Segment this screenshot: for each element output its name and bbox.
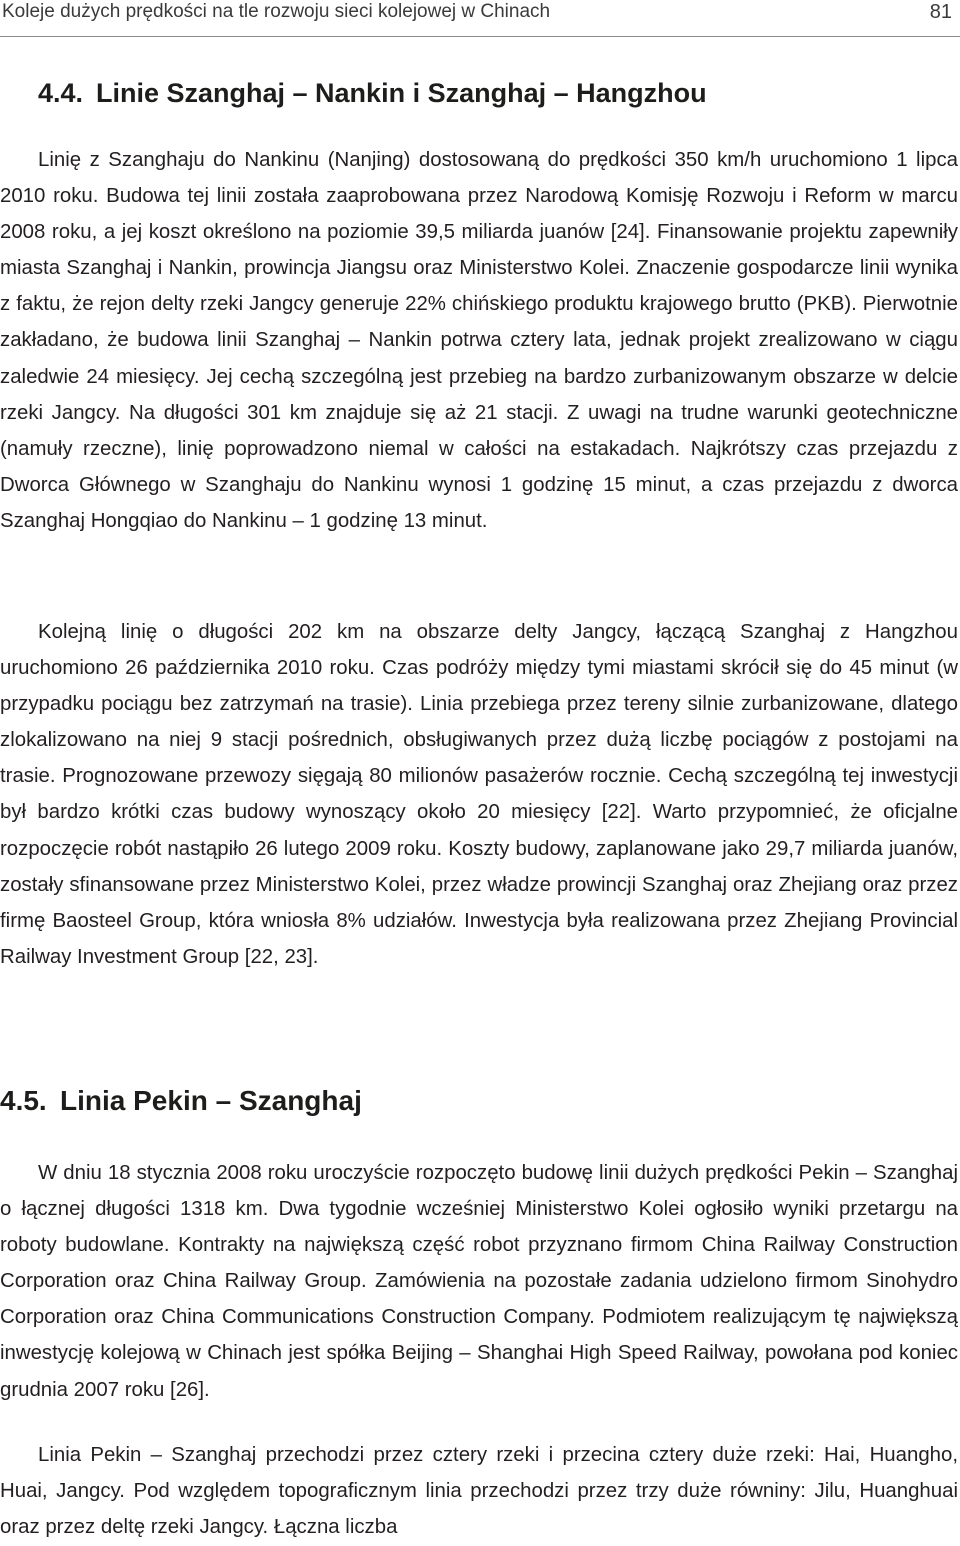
body-paragraph: Linia Pekin – Szanghaj przechodzi przez cztery rzeki i przecina cztery duże rzeki: Hai, Huangho, Huai, Jangcy. Pod względem topograficznym linia przechodzi przez trzy duże równiny: Jilu, Huanghuai oraz przez deltę rzeki Jangcy. Łączna liczba	[0, 1444, 958, 1539]
section-title: Linia Pekin – Szanghaj	[60, 1085, 362, 1116]
running-header	[0, 0, 960, 37]
section-heading	[38, 78, 707, 109]
page-number: 81	[929, 1, 952, 23]
section-number: 4.5.	[0, 1085, 47, 1116]
body-paragraph: Linię z Szanghaju do Nankinu (Nanjing) dostosowaną do prędkości 350 km/h uruchomiono 1 lipca 2010 roku. Budowa tej linii została zaaprobowana przez Narodową Komisję Rozwoju i Reform w marcu 2008 roku, a jej koszt określono na poziomie 39,5 miliarda juanów [24]. Finansowanie projektu zapewniły miasta Szanghaj i Nankin, prowincja Jiangsu oraz Ministerstwo Kolei. Znaczenie gospodarcze linii wynika z faktu, że rejon delty rzeki Jangcy generuje 22% chińskiego produktu krajowego brutto (PKB). Pierwotnie zakładano, że budowa linii Szanghaj – Nankin potrwa cztery lata, jednak projekt zrealizowano w ciągu zaledwie 24 miesięcy. Jej cechą szczególną jest przebieg na bardzo zurbanizowanym obszarze w delcie rzeki Jangcy. Na długości 301 km znajduje się aż 21 stacji. Z uwagi na trudne warunki geotechniczne (namuły rzeczne), linię poprowadzono niemal w całości na estakadach. Najkrótszy czas przejazdu z Dworca Głównego w Szanghaju do Nankinu wynosi 1 godzinę 15 minut, a czas przejazdu z dworca Szanghaj Hongqiao do Nankinu – 1 godzinę 13 minut.	[0, 149, 958, 532]
section-heading	[0, 1085, 362, 1117]
section-title: Linie Szanghaj – Nankin i Szanghaj – Hangzhou	[96, 78, 707, 108]
running-title: Koleje dużych prędkości na tle rozwoju sieci kolejowej w Chinach	[2, 1, 551, 22]
body-paragraph: W dniu 18 stycznia 2008 roku uroczyście rozpoczęto budowę linii dużych prędkości Pekin – Szanghaj o łącznej długości 1318 km. Dwa tygodnie wcześniej Ministerstwo Kolei ogłosiło wyniki przetargu na roboty budowlane. Kontrakty na największą część robot przyznano firmom China Railway Construction Corporation oraz China Railway Group. Zamówienia na pozostałe zadania udzielono firmom Sinohydro Corporation oraz China Communications Construction Company. Podmiotem realizującym tę największą inwestycję kolejową w Chinach jest spółka Beijing – Shanghai High Speed Railway, powołana pod koniec grudnia 2007 roku [26].	[0, 1162, 958, 1401]
body-paragraph: Kolejną linię o długości 202 km na obszarze delty Jangcy, łączącą Szanghaj z Hangzhou uruchomiono 26 października 2010 roku. Czas podróży między tymi miastami skrócił się do 45 minut (w przypadku pociągu bez zatrzymań na trasie). Linia przebiega przez tereny silnie zurbanizowane, dlatego zlokalizowano na niej 9 stacji pośrednich, obsługiwanych przez dużą liczbę pociągów z postojami na trasie. Prognozowane przewozy sięgają 80 milionów pasażerów rocznie. Cechą szczególną tej inwestycji był bardzo krótki czas budowy wynoszący około 20 miesięcy [22]. Warto przypomnieć, że oficjalne rozpoczęcie robót nastąpiło 26 lutego 2009 roku. Koszty budowy, zaplanowane jako 29,7 miliarda juanów, zostały sfinansowane przez Ministerstwo Kolei, przez władze prowincji Szanghaj oraz Zhejiang oraz przez firmę Baosteel Group, która wniosła 8% udziałów. Inwestycja była realizowana przez Zhejiang Provincial Railway Investment Group [22, 23].	[0, 621, 958, 968]
section-number: 4.4.	[38, 78, 84, 108]
